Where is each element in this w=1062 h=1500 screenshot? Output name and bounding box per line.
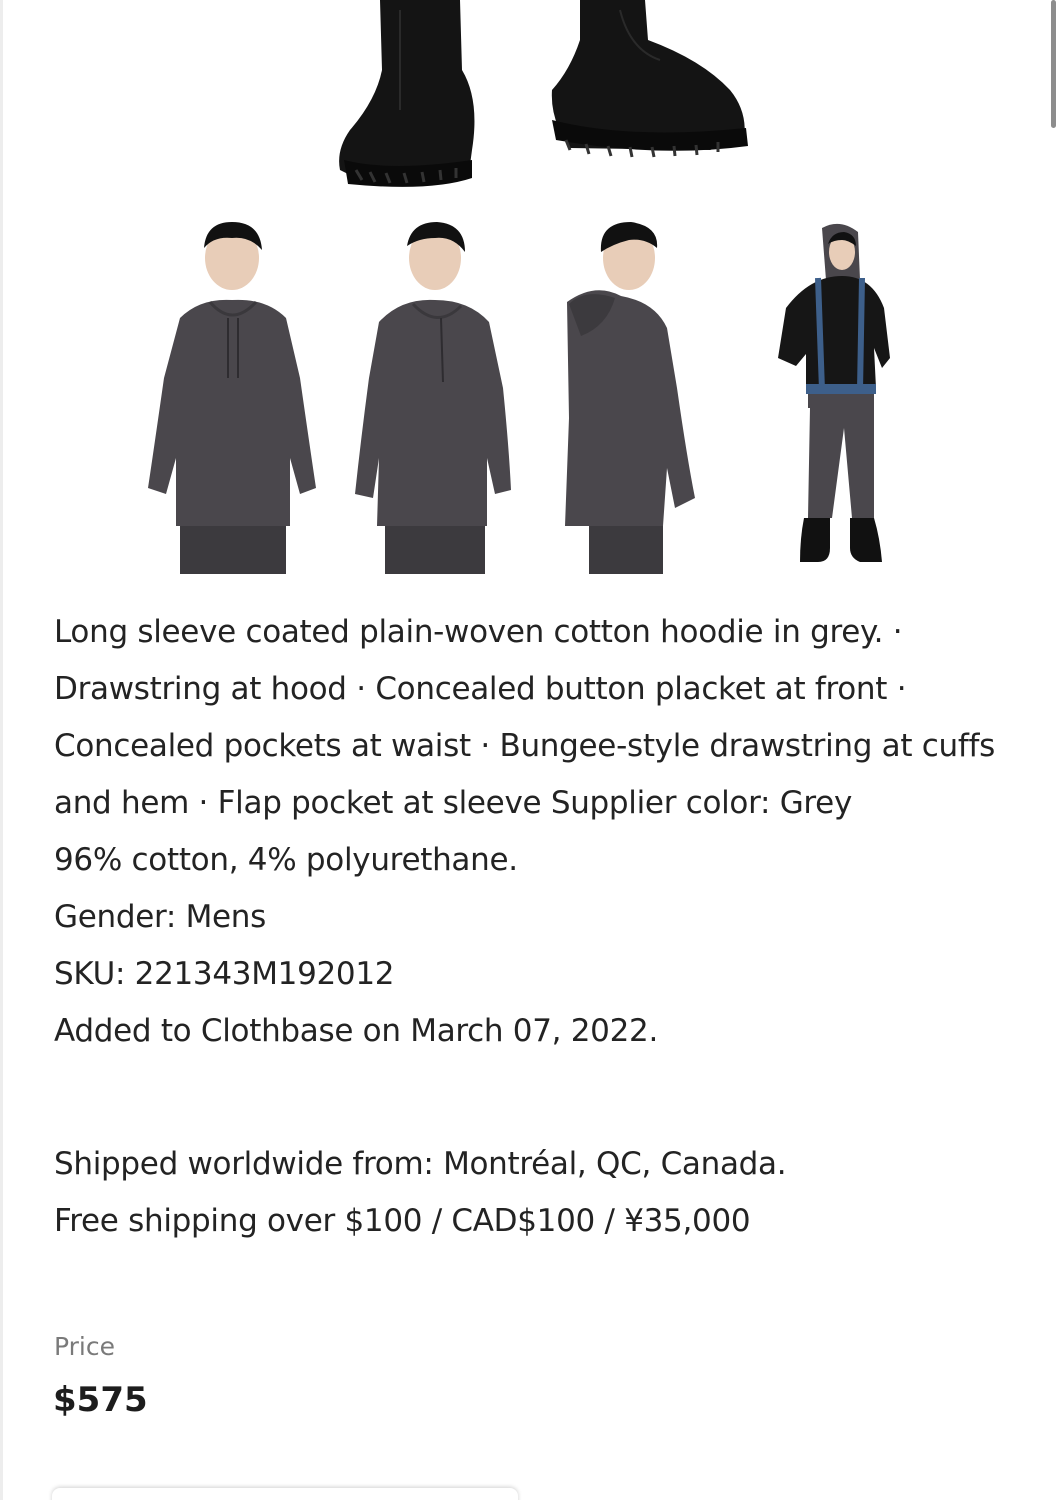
full-outfit-icon — [770, 218, 895, 574]
hoodie-three-quarter-icon — [345, 218, 520, 574]
product-description — [54, 604, 1024, 1060]
free-shipping-text: Free shipping over $100 / CAD$100 / ¥35,000 — [54, 1203, 751, 1239]
price-label: Price — [54, 1332, 115, 1361]
sku-text: SKU: 221343M192012 — [54, 956, 395, 992]
hoodie-side-icon — [555, 218, 705, 574]
page-edge — [0, 0, 3, 1500]
model-front-image[interactable] — [140, 218, 320, 574]
model-three-quarter-image[interactable] — [345, 218, 520, 574]
model-side-image[interactable] — [555, 218, 705, 574]
price-value: $575 — [53, 1380, 148, 1420]
model-full-outfit-image[interactable] — [770, 218, 895, 574]
gender-text: Gender: Mens — [54, 899, 267, 935]
added-date-text: Added to Clothbase on March 07, 2022. — [54, 1013, 658, 1049]
scrollbar-thumb[interactable] — [1051, 0, 1056, 128]
composition-text: 96% cotton, 4% polyurethane. — [54, 842, 518, 878]
boots-icon — [330, 0, 760, 200]
hoodie-front-icon — [140, 218, 320, 574]
shipping-info — [54, 1136, 1024, 1250]
description-paragraph: Long sleeve coated plain-woven cotton hoodie in grey. · Drawstring at hood · Concealed button placket at front · Concealed pockets at waist · Bungee-style drawstring at cuffs and hem · Flap pocket at sleeve Supplier color: Grey — [54, 614, 995, 821]
shipping-origin-text: Shipped worldwide from: Montréal, QC, Canada. — [54, 1146, 787, 1182]
boots-product-image[interactable] — [330, 0, 760, 200]
bottom-card[interactable] — [52, 1488, 518, 1500]
